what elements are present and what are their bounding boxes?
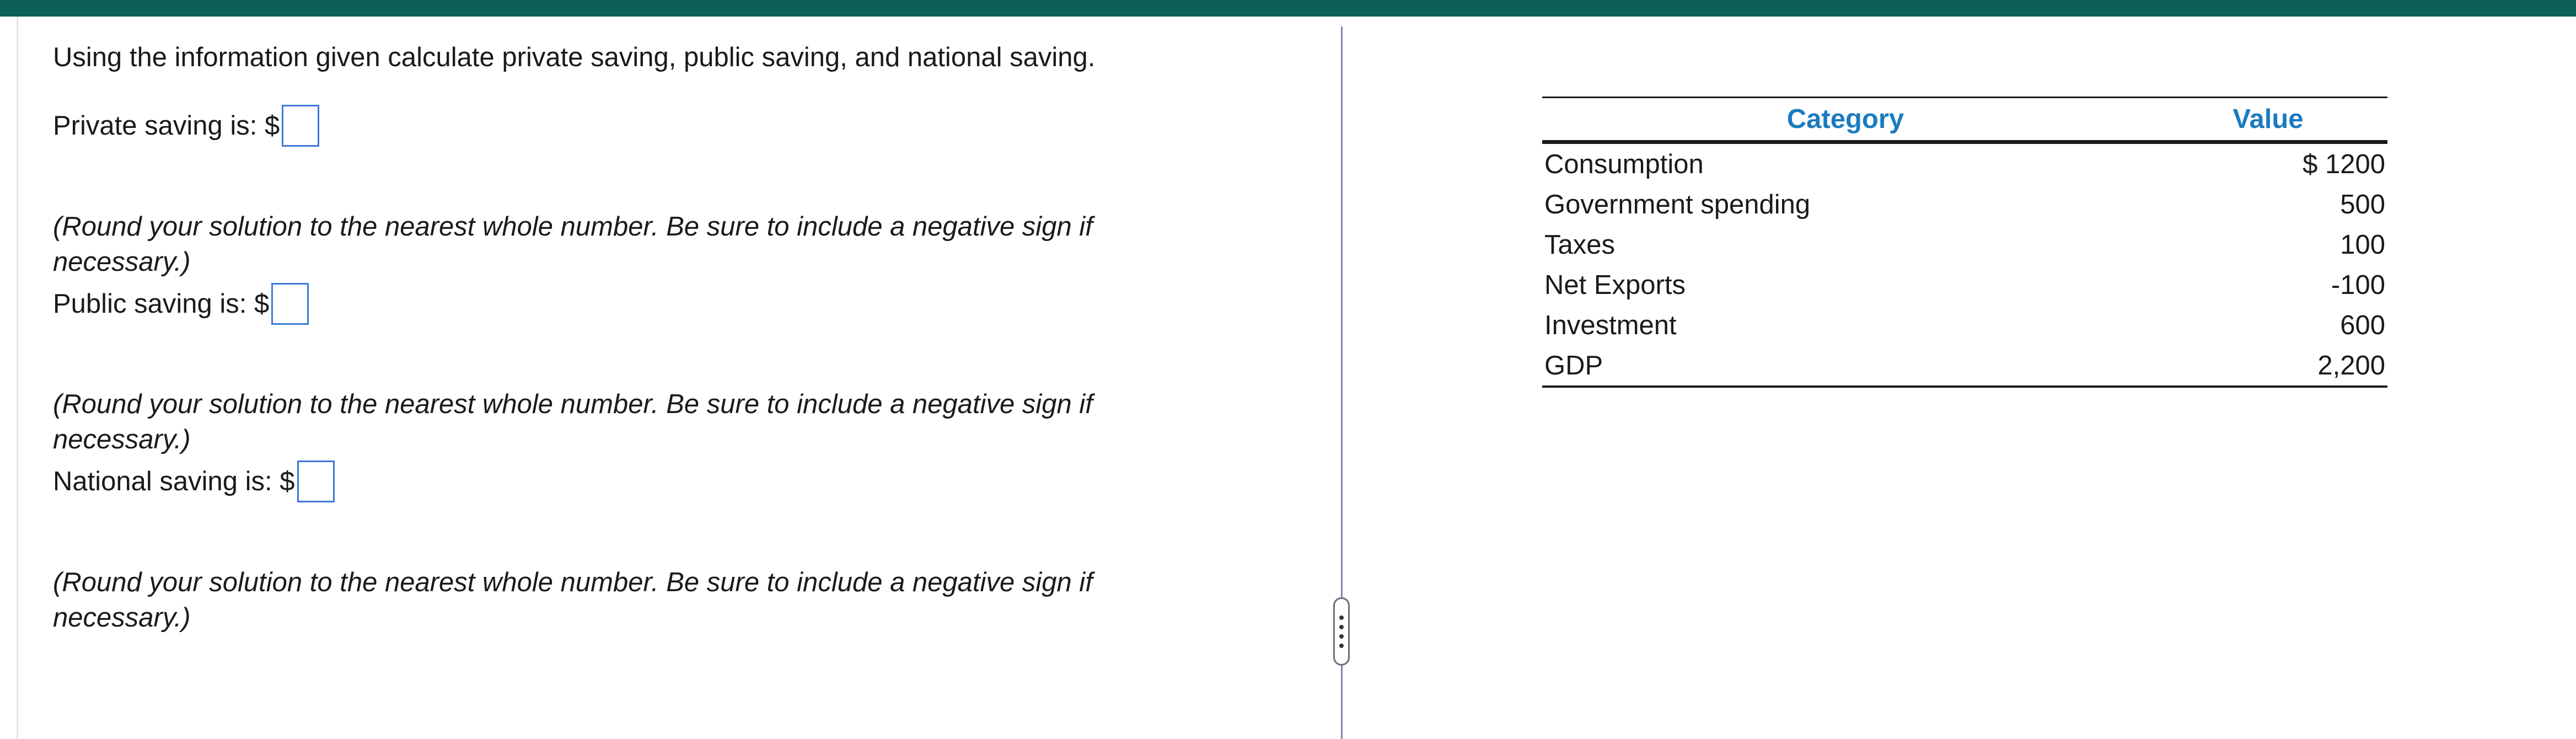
handle-dot xyxy=(1339,634,1344,639)
row-value: 500 xyxy=(2340,189,2385,219)
data-table-container xyxy=(1542,97,2387,388)
row-category: Consumption xyxy=(1544,149,1704,179)
national-saving-hint: (Round your solution to the nearest whole number. Be sure to include a negative sign if necessary.) xyxy=(53,567,1093,633)
row-category: Investment xyxy=(1544,310,1677,340)
row-value: $ 1200 xyxy=(2303,149,2385,179)
national-saving-input[interactable] xyxy=(297,460,335,502)
handle-dot xyxy=(1339,615,1344,620)
pane-resize-handle[interactable] xyxy=(1333,597,1350,666)
row-category: Net Exports xyxy=(1544,270,1686,300)
public-saving-hint: (Round your solution to the nearest whole number. Be sure to include a negative sign if necessary.) xyxy=(53,389,1093,454)
row-category: Government spending xyxy=(1544,189,1811,219)
row-category: Taxes xyxy=(1544,229,1616,260)
header-value: Value xyxy=(2149,98,2387,142)
public-saving-input[interactable] xyxy=(271,283,309,325)
data-table xyxy=(1542,97,2387,388)
table-row xyxy=(1542,142,2387,185)
private-saving-input[interactable] xyxy=(282,105,319,147)
handle-dot xyxy=(1339,644,1344,648)
table-row xyxy=(1542,184,2387,224)
row-category: GDP xyxy=(1542,345,2149,387)
public-saving-label: Public saving is: $ xyxy=(53,289,270,319)
header-category: Category xyxy=(1542,98,2149,142)
row-value: -100 xyxy=(2331,270,2385,300)
private-saving-label: Private saving is: $ xyxy=(53,111,280,141)
row-value: 2,200 xyxy=(2149,345,2387,387)
table-row xyxy=(1542,305,2387,345)
national-saving-line xyxy=(53,460,335,502)
handle-dot xyxy=(1339,625,1344,629)
private-saving-line xyxy=(53,105,319,147)
table-row xyxy=(1542,224,2387,265)
row-value: 600 xyxy=(2340,310,2385,340)
top-bar xyxy=(0,0,2576,17)
row-value: 100 xyxy=(2340,229,2385,260)
table-row xyxy=(1542,265,2387,305)
table-row xyxy=(1542,345,2387,387)
national-saving-label: National saving is: $ xyxy=(53,467,295,496)
question-instruction: Using the information given calculate private saving, public saving, and national saving. xyxy=(53,42,1096,72)
public-saving-line xyxy=(53,283,309,325)
table-header-row xyxy=(1542,98,2387,142)
private-saving-hint: (Round your solution to the nearest whole number. Be sure to include a negative sign if necessary.) xyxy=(53,212,1093,277)
